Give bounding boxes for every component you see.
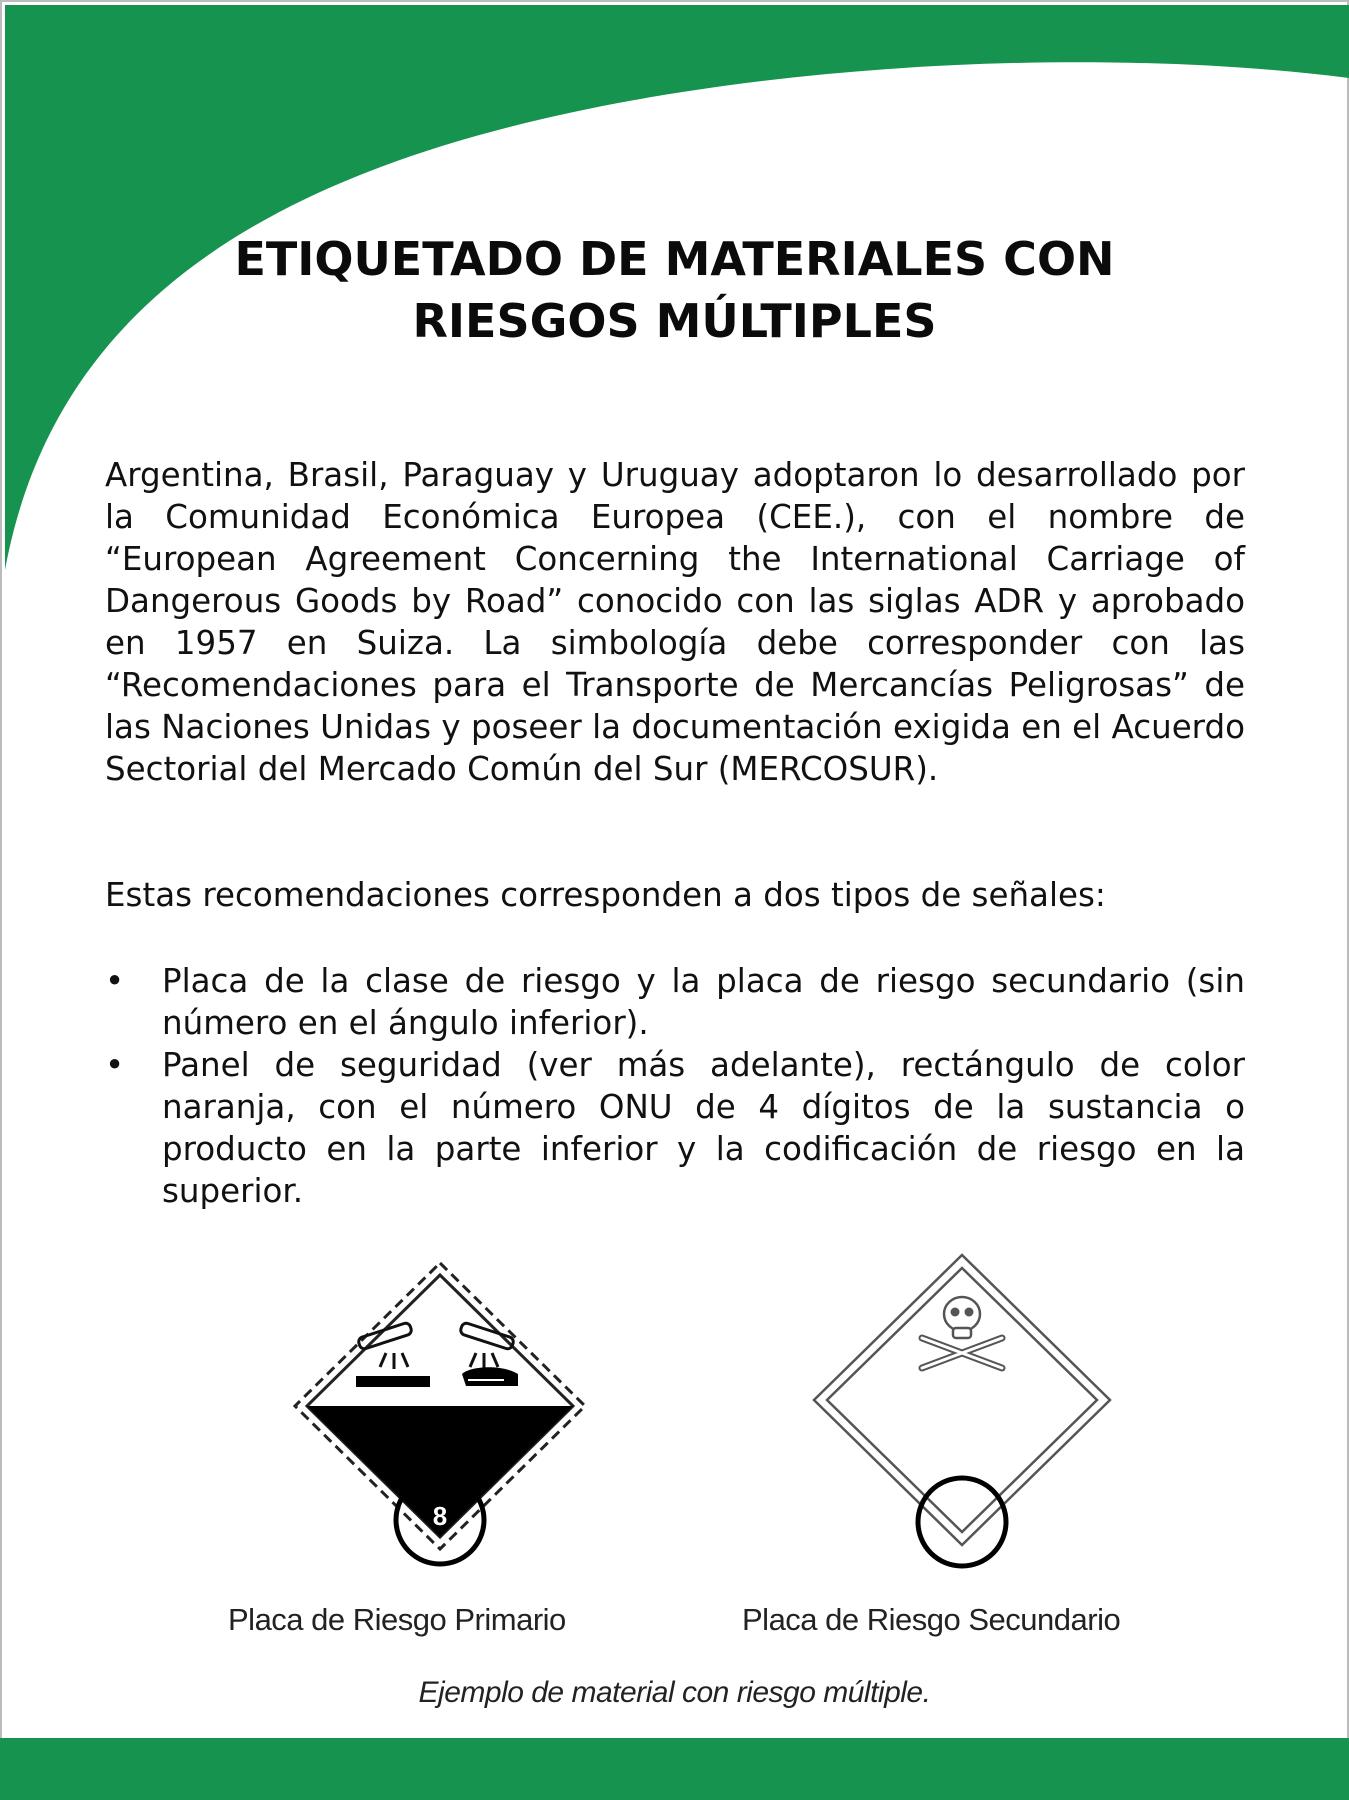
secondary-placard-label: Placa de Riesgo Secundario <box>742 1602 1121 1637</box>
page-title <box>0 228 1349 352</box>
primary-hazard-placard <box>290 1258 590 1568</box>
secondary-hazard-placard <box>812 1250 1112 1570</box>
bullet-icon: • <box>105 962 125 1000</box>
signal-types-list <box>105 960 1245 1212</box>
bullet-icon: • <box>105 1046 125 1084</box>
list-item <box>105 1044 1245 1212</box>
class-number: 8 <box>432 1501 448 1531</box>
list-item-text: Panel de seguridad (ver más adelante), rectángulo de color naranja, con el número ONU de 4 dígitos de la sustancia o producto en la parte inferior y la codificación de riesgo en la superior. <box>162 1046 1245 1210</box>
intro-paragraph: Argentina, Brasil, Paraguay y Uruguay adoptaron lo desarrollado por la Comunidad Económica Europea (CEE.), con el nombre de “European Agreement Concerning the International Carriage of Dangerous Goods by Road” conocido con las siglas ADR y aprobado en 1957 en Suiza. La simbología debe corresponder con las “Recomendaciones para el Transporte de Mercancías Peligrosas” de las Naciones Unidas y poseer la documentación exigida en el Acuerdo Sectorial del Mercado Común del Sur (MERCOSUR). <box>105 456 1245 788</box>
lead-paragraph: Estas recomendaciones corresponden a dos tipos de señales: <box>105 876 1106 914</box>
footer-band <box>0 1738 1349 1800</box>
list-item-text: Placa de la clase de riesgo y la placa de riesgo secundario (sin número en el ángulo inferior). <box>162 962 1245 1042</box>
primary-placard-label: Placa de Riesgo Primario <box>228 1602 566 1637</box>
title-line-1: ETIQUETADO DE MATERIALES CON <box>234 232 1115 286</box>
title-line-2: RIESGOS MÚLTIPLES <box>412 294 937 348</box>
figure-caption: Ejemplo de material con riesgo múltiple. <box>418 1676 931 1709</box>
list-item <box>105 960 1245 1044</box>
